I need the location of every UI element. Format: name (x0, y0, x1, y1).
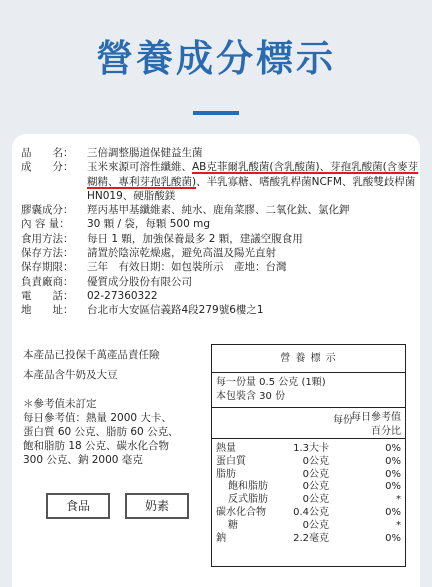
nutrient-name: 反式脂肪 (228, 494, 268, 506)
reference-note-line: 蛋白質 60 公克、脂肪 60 公克、 (23, 426, 179, 438)
address-value: 台北市大安區信義路4段279號6樓之1 (87, 304, 264, 317)
manufacturer-label: 負責廠商： (21, 275, 74, 288)
nutrition-facts-header: 營 養 標 示 (212, 345, 405, 373)
info-row-capsule (21, 203, 425, 217)
servings-per-pack: 本包裝含 30 份 (216, 391, 286, 402)
allergen-note: 本產品含牛奶及大豆 (23, 369, 118, 381)
info-row-product (21, 146, 425, 160)
info-row-usage (21, 232, 425, 246)
nutrient-daily-percent: 0% (385, 443, 401, 454)
info-row-content (21, 217, 425, 231)
nutrient-daily-percent: 0% (385, 506, 401, 518)
nutrient-row (212, 469, 405, 482)
nutrient-row (212, 481, 405, 494)
expiry-value: 三年 有效日期：如包裝所示 產地：台灣 (87, 261, 287, 274)
nutrient-name: 碳水化合物 (216, 506, 266, 518)
nutrient-row (212, 494, 405, 507)
expiry-label: 保存期限： (21, 261, 74, 274)
nutrition-facts-table (211, 344, 406, 567)
content-value: 30 顆 / 袋，每顆 500 mg (87, 218, 211, 231)
nutrient-name: 蛋白質 (216, 455, 246, 467)
nutrient-daily-percent: * (396, 494, 401, 506)
phone-label: 電 話： (21, 289, 74, 302)
lacto-vegetarian-tag: 奶素 (125, 493, 189, 519)
page-title: 營養成分標示 (96, 37, 336, 80)
insurance-note: 本產品已投保千萬產品責任險 (23, 349, 160, 361)
nutrient-row (212, 507, 405, 520)
product-info (21, 146, 425, 318)
nutrient-amount: 2.2毫克 (293, 532, 329, 544)
nutrient-amount: 0.4公克 (293, 506, 329, 518)
nutrient-daily-percent: 0% (385, 532, 401, 544)
nutrient-name: 鈉 (216, 532, 226, 544)
nutrient-amount: 0公克 (302, 494, 329, 506)
ingredients-part-c: 、半乳寡糖、嗜酸乳桿菌NCFM、乳酸雙歧桿菌HN019、硬脂酸鎂 (87, 175, 416, 202)
product-value: 三倍調整腸道保健益生菌 (87, 147, 203, 159)
storage-value: 請置於陰涼乾燥處，避免高溫及陽光直射 (87, 247, 276, 260)
nutrient-row (212, 443, 405, 456)
info-row-phone (21, 289, 425, 303)
info-row-ingredients (21, 160, 425, 203)
ingredients-value (87, 160, 425, 203)
col-daily-value-line2: 百分比 (371, 426, 401, 437)
nutrient-daily-percent: * (396, 519, 401, 531)
info-row-storage (21, 246, 425, 260)
serving-size: 每一份量 0.5 公克 (1顆) (216, 377, 326, 388)
info-row-expiry (21, 260, 425, 274)
content-label: 內 容 量： (21, 218, 70, 231)
col-daily-value (351, 411, 401, 439)
nutrient-name: 脂肪 (216, 468, 236, 480)
serving-info (212, 373, 405, 408)
info-row-address (21, 303, 425, 317)
reference-note-line: 飽和脂肪 18 公克、碳水化合物 (23, 440, 170, 452)
nutrient-name: 熱量 (216, 443, 236, 454)
nutrient-amount: 1.3大卡 (293, 443, 329, 454)
food-tag: 食品 (46, 493, 110, 519)
address-label: 地 址： (21, 304, 74, 317)
col-daily-value-line1: 每日參考值 (351, 412, 401, 423)
nutrient-amount: 0公克 (302, 481, 329, 493)
reference-note-line: 300 公克、鈉 2000 毫克 (23, 454, 143, 466)
column-headers (212, 408, 405, 439)
manufacturer-value: 優質成分股份有限公司 (87, 275, 192, 288)
nutrient-row (212, 456, 405, 469)
phone-value: 02-27360322 (87, 289, 158, 302)
capsule-label: 膠囊成分： (21, 204, 74, 217)
info-row-manufacturer (21, 275, 425, 289)
col-per-serving: 每份 (333, 415, 353, 426)
nutrient-name: 飽和脂肪 (228, 481, 268, 493)
ingredients-highlight: AB克菲爾乳酸菌(含乳酸菌)、芽孢乳酸菌(含麥芽糊精、專利芽孢乳酸菌) (87, 161, 419, 188)
nutrient-amount: 0公克 (302, 519, 329, 531)
product-label: 品 名： (21, 147, 74, 159)
reference-note-line: 每日參考值：熱量 2000 大卡、 (23, 412, 172, 424)
ingredients-label: 成 分： (21, 161, 74, 174)
reference-note-title: ＊參考值未訂定 (23, 398, 97, 410)
nutrient-rows (212, 439, 405, 545)
capsule-value: 羥丙基甲基纖維素、純水、鹿角菜膠、二氧化鈦、氯化鉀 (87, 204, 350, 217)
nutrient-name: 糖 (228, 519, 238, 531)
nutrient-amount: 0公克 (302, 455, 329, 467)
nutrient-daily-percent: 0% (385, 455, 401, 467)
nutrient-amount: 0公克 (302, 468, 329, 480)
nutrient-daily-percent: 0% (385, 468, 401, 480)
nutrient-daily-percent: 0% (385, 481, 401, 493)
nutrient-row (212, 533, 405, 546)
storage-label: 保存方法： (21, 247, 74, 260)
usage-value: 每日 1 顆，加強保養最多 2 顆，建議空腹食用 (87, 232, 303, 245)
title-underline-bar (193, 111, 239, 115)
usage-label: 食用方法： (21, 232, 74, 245)
ingredients-part-a: 玉米來源可溶性纖維、 (87, 161, 192, 174)
nutrient-row (212, 520, 405, 533)
